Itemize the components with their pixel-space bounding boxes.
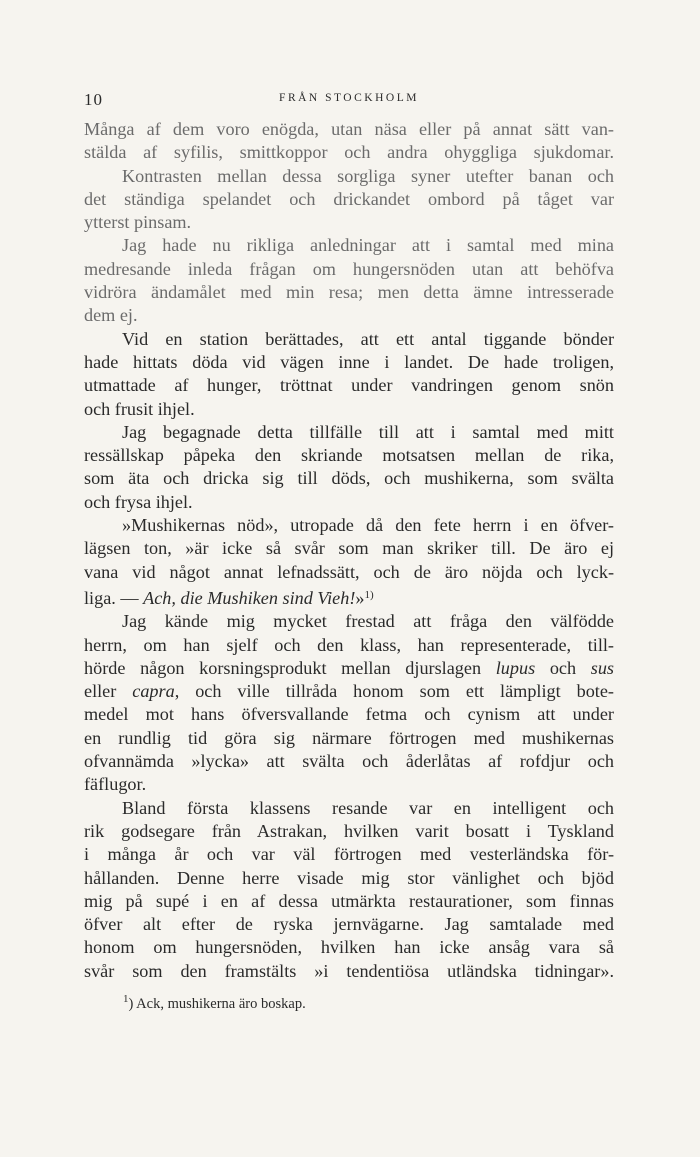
text-line: Vid en station berättades, att ett antal tiggande bönder	[122, 328, 614, 349]
text-line: och frusit ihjel.	[84, 398, 195, 419]
text-fragment: , och ville tillråda honom som ett lämpligt bote-	[174, 681, 614, 702]
text-line: lägsen ton, »är icke så svår som man skriker till. De äro ej	[84, 538, 614, 559]
text-line: det ständiga spelandet och drickandet ombord på tåget var	[84, 188, 614, 209]
text-line: hållanden. Denne herre visade mig stor vänlighet och bjöd	[84, 867, 614, 888]
text-fragment: liga. —	[84, 587, 144, 608]
text-line: Jag kände mig mycket frestad att fråga den välfödde	[122, 611, 614, 632]
text-line: medel mot hans öfversvallande fetma och cynism att under	[84, 704, 614, 725]
text-line: Jag begagnade detta tillfälle till att i samtal med mitt	[122, 421, 614, 442]
text-line: i många år och var väl förtrogen med vesterländska för-	[84, 844, 614, 865]
footnote	[123, 990, 306, 1013]
footnote-marker-number: 1	[123, 993, 129, 1005]
italic-term: sus	[590, 657, 614, 678]
text-line: svår som den framstälts »i tendentiösa utländska tidningar».	[84, 960, 614, 981]
text-line: öfver alt efter de ryska jernvägarne. Jag samtalade med	[84, 914, 614, 935]
italic-term: capra	[132, 681, 175, 702]
text-line: utmattade af hunger, tröttnat under vandringen genom snön	[84, 375, 614, 396]
body-text	[84, 118, 614, 983]
text-line: en rundlig tid göra sig närmare förtrogen med mushikernas	[84, 727, 614, 748]
footnote-reference	[365, 589, 374, 601]
text-line: honom om hungersnöden, hvilken han icke ansåg vara så	[84, 937, 614, 958]
text-line: stälda af syfilis, smittkoppor och andra ohyggliga sjukdomar.	[84, 142, 614, 163]
text-line: ressällskap påpeka den skriande motsatsen mellan de rika,	[84, 445, 614, 466]
page-header	[84, 90, 614, 114]
text-line: rik godsegare från Astrakan, hvilken varit bosatt i Tyskland	[84, 820, 614, 841]
text-line: dem ej.	[84, 305, 138, 326]
italic-term: lupus	[495, 657, 536, 678]
text-line: hade hittats döda vid vägen inne i landet. De hade troligen,	[84, 351, 614, 372]
text-line: ytterst pinsam.	[84, 212, 192, 233]
text-line: och frysa ihjel.	[84, 491, 193, 512]
text-fragment: eller	[84, 681, 133, 702]
footnote-ref-number: 1	[364, 588, 370, 601]
footnote-text: Ack, mushikerna äro boskap.	[133, 996, 306, 1012]
footnote-marker-paren: )	[128, 996, 134, 1012]
text-line: fäflugor.	[84, 774, 147, 795]
text-line	[84, 680, 614, 703]
running-head: FRÅN STOCKHOLM	[279, 92, 419, 104]
text-line: som äta och dricka sig till döds, och mushikerna, som svälta	[84, 468, 614, 489]
text-line: ofvannämda »lycka» att svälta och åderlåtas af rofdjur och	[84, 751, 614, 772]
text-fragment: hörde någon korsningsprodukt mellan djurslagen	[84, 657, 496, 678]
text-line: vana vid något annat lefnadssätt, och de äro nöjda och lyck-	[84, 561, 614, 582]
text-line-with-footnote-ref	[84, 584, 614, 610]
footnote-ref-paren: )	[370, 588, 374, 601]
text-line	[84, 657, 614, 680]
italic-quote: Ach, die Mushiken sind Vieh!	[143, 587, 356, 608]
page-number: 10	[84, 90, 103, 109]
text-line: Jag hade nu rikliga anledningar att i samtal med mina	[122, 235, 614, 256]
text-line: vidröra ändamålet med min resa; men detta ämne intresserade	[84, 282, 614, 303]
text-line: herrn, om han sjelf och den klass, han representerade, till-	[84, 634, 614, 655]
text-line: medresande inleda frågan om hungersnöden utan att behöfva	[84, 258, 614, 279]
text-line: Bland första klassens resande var en intelligent och	[122, 797, 614, 818]
text-line: »Mushikernas nöd», utropade då den fete herrn i en öfver-	[122, 515, 614, 536]
text-line: Många af dem voro enögda, utan näsa eller på annat sätt van-	[84, 119, 614, 139]
text-line: mig på supé i en af dessa utmärkta restaurationer, som finnas	[84, 890, 614, 911]
text-fragment: »	[355, 587, 365, 608]
text-line: Kontrasten mellan dessa sorgliga syner utefter banan och	[122, 165, 614, 186]
text-fragment: och	[535, 657, 591, 678]
